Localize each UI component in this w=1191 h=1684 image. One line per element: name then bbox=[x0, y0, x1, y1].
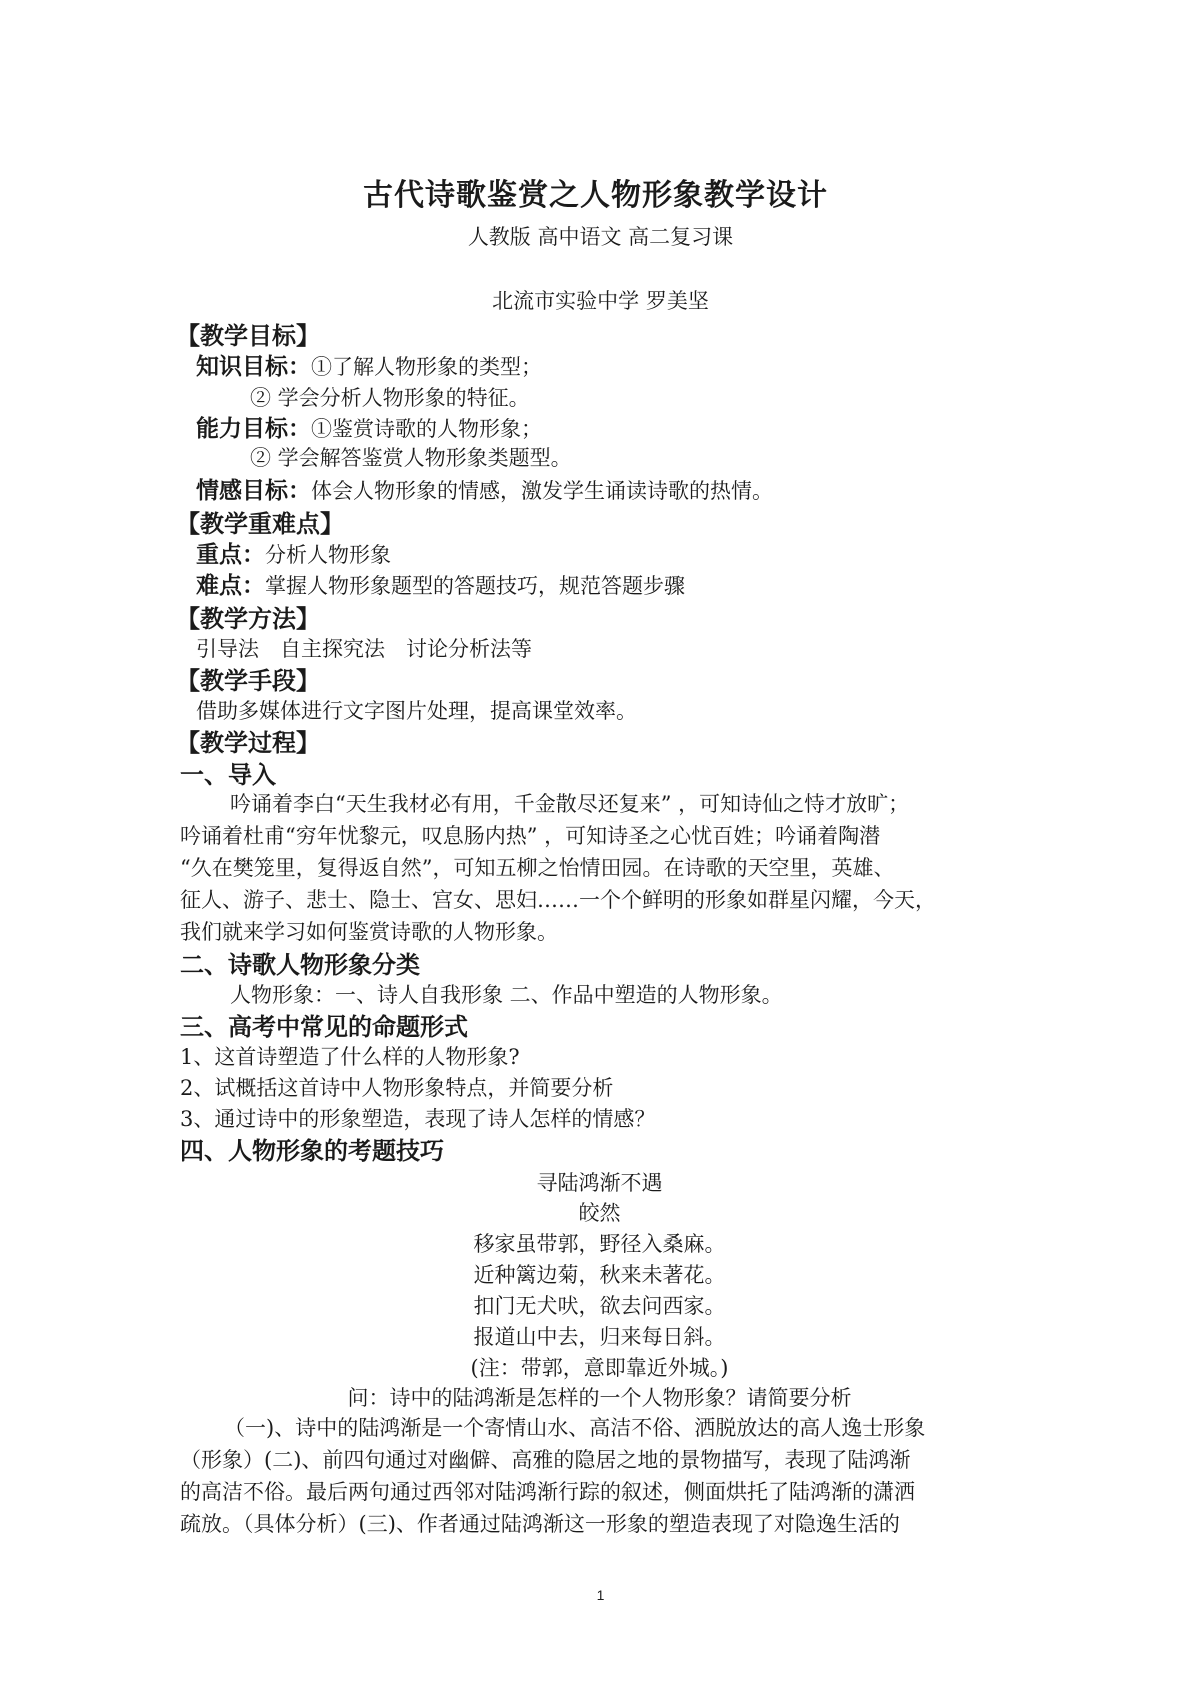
answer-line: （形象）(二)、前四句通过对幽僻、高雅的隐居之地的景物描写，表现了陆鸿渐 bbox=[180, 1448, 911, 1472]
answer-line: 的高洁不俗。最后两句通过西邻对陆鸿渐行踪的叙述，侧面烘托了陆鸿渐的潇洒 bbox=[180, 1480, 915, 1504]
section-title-question-forms: 三、高考中常见的命题形式 bbox=[180, 1012, 468, 1041]
section-heading-keypoints: 【教学重难点】 bbox=[176, 509, 344, 538]
section-heading-means: 【教学手段】 bbox=[176, 666, 320, 695]
section-title-intro: 一、导入 bbox=[180, 760, 276, 789]
poem-line: 移家虽带郭，野径入桑麻。 bbox=[473, 1232, 726, 1256]
intro-line: 吟诵着杜甫“穷年忧黎元，叹息肠内热” ，可知诗圣之心忧百姓；吟诵着陶潜 bbox=[180, 824, 881, 848]
means-text: 借助多媒体进行文字图片处理，提高课堂效率。 bbox=[196, 699, 637, 723]
poem-line: 报道山中去，归来每日斜。 bbox=[473, 1325, 726, 1349]
page-number: 1 bbox=[596, 1587, 605, 1603]
section-heading-goals: 【教学目标】 bbox=[176, 321, 320, 350]
difficulty-label: 难点： bbox=[196, 572, 265, 599]
page-title: 古代诗歌鉴赏之人物形象教学设计 bbox=[363, 178, 828, 213]
emotion-goal-line bbox=[196, 472, 773, 505]
intro-paragraph bbox=[180, 788, 1020, 948]
key-point-text: 分析人物形象 bbox=[265, 543, 391, 567]
intro-line: 征人、游子、悲士、隐士、宫女、思妇……一个个鲜明的形象如群星闪耀，今天， bbox=[180, 888, 936, 912]
intro-line: 我们就来学习如何鉴赏诗歌的人物形象。 bbox=[180, 920, 558, 944]
knowledge-goal-line bbox=[196, 348, 542, 381]
answer-paragraph bbox=[180, 1412, 1020, 1540]
key-point-line bbox=[196, 536, 391, 569]
key-point-label: 重点： bbox=[196, 541, 265, 568]
section-title-techniques: 四、人物形象的考题技巧 bbox=[180, 1136, 444, 1165]
knowledge-goal-item-2: ② 学会分析人物形象的特征。 bbox=[250, 386, 530, 410]
question-form-item: 1、这首诗塑造了什么样的人物形象? bbox=[180, 1045, 520, 1069]
answer-line: （一)、诗中的陆鸿渐是一个寄情山水、高洁不俗、洒脱放达的高人逸士形象 bbox=[224, 1416, 926, 1440]
question-form-item: 2、试概括这首诗中人物形象特点，并简要分析 bbox=[180, 1076, 614, 1100]
knowledge-goal-label: 知识目标： bbox=[196, 353, 311, 380]
page-subtitle: 人教版 高中语文 高二复习课 bbox=[467, 225, 734, 249]
ability-goal-item-2: ② 学会解答鉴赏人物形象类题型。 bbox=[250, 446, 572, 470]
emotion-goal-text: 体会人物形象的情感，激发学生诵读诗歌的热情。 bbox=[311, 479, 773, 503]
poem-line: 近种篱边菊，秋来未著花。 bbox=[473, 1263, 726, 1287]
classification-text: 人物形象：一、诗人自我形象 二、作品中塑造的人物形象。 bbox=[230, 983, 783, 1007]
section-heading-methods: 【教学方法】 bbox=[176, 604, 320, 633]
ability-goal-line bbox=[196, 410, 542, 443]
section-heading-process: 【教学过程】 bbox=[176, 728, 320, 757]
difficulty-line bbox=[196, 567, 685, 600]
section-title-classification: 二、诗歌人物形象分类 bbox=[180, 950, 420, 979]
knowledge-goal-item-1: ①了解人物形象的类型； bbox=[311, 355, 542, 379]
poem-question: 问：诗中的陆鸿渐是怎样的一个人物形象？请简要分析 bbox=[347, 1386, 852, 1410]
poem-author: 皎然 bbox=[578, 1201, 621, 1225]
intro-line: 吟诵着李白“天生我材必有用，千金散尽还复来” ，可知诗仙之恃才放旷； bbox=[230, 792, 910, 816]
question-form-item: 3、通过诗中的形象塑造，表现了诗人怎样的情感？ bbox=[180, 1107, 656, 1131]
methods-text: 引导法 自主探究法 讨论分析法等 bbox=[196, 637, 532, 661]
emotion-goal-label: 情感目标： bbox=[196, 477, 311, 504]
poem-title: 寻陆鸿渐不遇 bbox=[536, 1171, 663, 1195]
poem-line: 扣门无犬吠，欲去问西家。 bbox=[473, 1294, 726, 1318]
poem-note: (注：带郭，意即靠近外城。) bbox=[470, 1356, 729, 1380]
answer-line: 疏放。（具体分析）(三)、作者通过陆鸿渐这一形象的塑造表现了对隐逸生活的 bbox=[180, 1512, 900, 1536]
ability-goal-item-1: ①鉴赏诗歌的人物形象； bbox=[311, 417, 542, 441]
difficulty-text: 掌握人物形象题型的答题技巧，规范答题步骤 bbox=[265, 574, 685, 598]
intro-line: “久在樊笼里，复得返自然”，可知五柳之怡情田园。在诗歌的天空里，英雄、 bbox=[180, 856, 895, 880]
ability-goal-label: 能力目标： bbox=[196, 415, 311, 442]
author-line: 北流市实验中学 罗美坚 bbox=[492, 289, 709, 313]
